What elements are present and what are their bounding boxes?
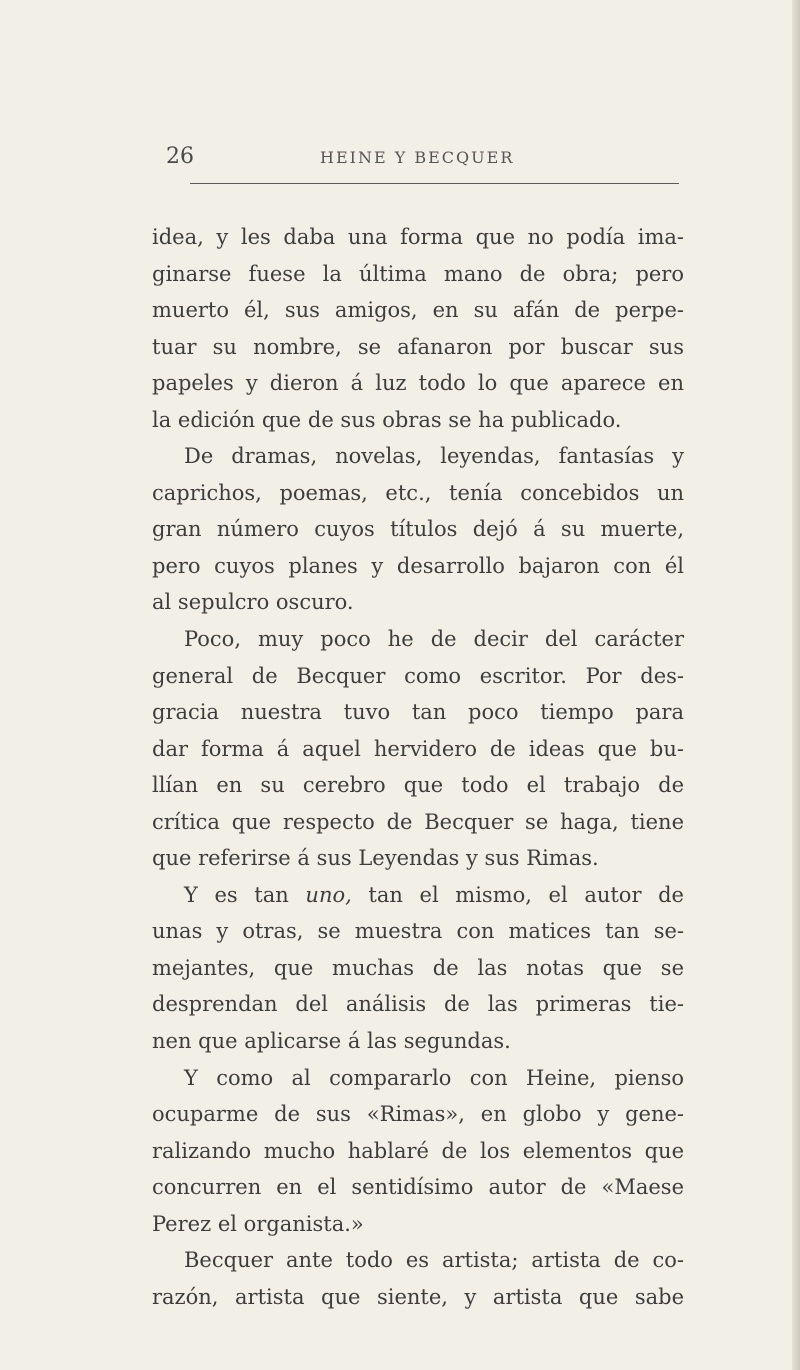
page-number: 26 bbox=[166, 144, 194, 169]
body-text bbox=[152, 219, 684, 1315]
text-line: concurren en el sentidísimo autor de «Maese bbox=[152, 1175, 684, 1200]
text-line bbox=[152, 877, 684, 914]
text-line: crítica que respecto de Becquer se haga, tiene bbox=[152, 809, 684, 834]
text-segment: Y es tan bbox=[184, 882, 289, 907]
text-line: nen que aplicarse á las segundas. bbox=[152, 1029, 511, 1054]
text-line: Poco, muy poco he de decir del carácter bbox=[184, 627, 684, 652]
text-line: Y como al compararlo con Heine, pienso bbox=[184, 1065, 684, 1090]
text-line: caprichos, poemas, etc., tenía concebidos un bbox=[152, 480, 684, 505]
text-line: mejantes, que muchas de las notas que se bbox=[152, 955, 684, 980]
text-line: que referirse á sus Leyendas y sus Rimas. bbox=[152, 846, 599, 871]
text-line: dar forma á aquel hervidero de ideas que bu- bbox=[152, 736, 684, 761]
text-line: ralizando mucho hablaré de los elementos que bbox=[152, 1138, 684, 1163]
text-line: desprendan del análisis de las primeras tie- bbox=[152, 992, 684, 1017]
text-line: unas y otras, se muestra con matices tan se- bbox=[152, 919, 684, 944]
text-line: razón, artista que siente, y artista que sabe bbox=[152, 1284, 684, 1309]
text-line: general de Becquer como escritor. Por des- bbox=[152, 663, 684, 688]
italic-word: uno, bbox=[305, 882, 352, 907]
text-line: gracia nuestra tuvo tan poco tiempo para bbox=[152, 700, 684, 725]
text-line: Perez el organista.» bbox=[152, 1211, 364, 1236]
text-line: ginarse fuese la última mano de obra; pero bbox=[152, 261, 684, 286]
text-line: ocuparme de sus «Rimas», en globo y gene- bbox=[152, 1102, 684, 1127]
text-line: al sepulcro oscuro. bbox=[152, 590, 354, 615]
running-head: HEINE Y BECQUER bbox=[320, 148, 515, 167]
text-line: muerto él, sus amigos, en su afán de perpe- bbox=[152, 298, 684, 323]
text-line: idea, y les daba una forma que no podía ima- bbox=[152, 225, 684, 249]
text-line: papeles y dieron á luz todo lo que aparece en bbox=[152, 371, 684, 396]
text-line: tuar su nombre, se afanaron por buscar sus bbox=[152, 334, 684, 359]
text-line: gran número cuyos títulos dejó á su muerte, bbox=[152, 517, 684, 542]
header-rule bbox=[190, 183, 679, 184]
text-segment: tan el mismo, el autor de bbox=[368, 882, 684, 907]
text-line: Becquer ante todo es artista; artista de co- bbox=[184, 1248, 684, 1273]
text-line: De dramas, novelas, leyendas, fantasías y bbox=[184, 444, 684, 469]
text-line: llían en su cerebro que todo el trabajo de bbox=[152, 773, 684, 798]
page-header bbox=[152, 140, 680, 170]
text-line: pero cuyos planes y desarrollo bajaron con él bbox=[152, 553, 684, 578]
text-line: la edición que de sus obras se ha publicado. bbox=[152, 407, 622, 432]
page-edge bbox=[792, 0, 800, 1370]
